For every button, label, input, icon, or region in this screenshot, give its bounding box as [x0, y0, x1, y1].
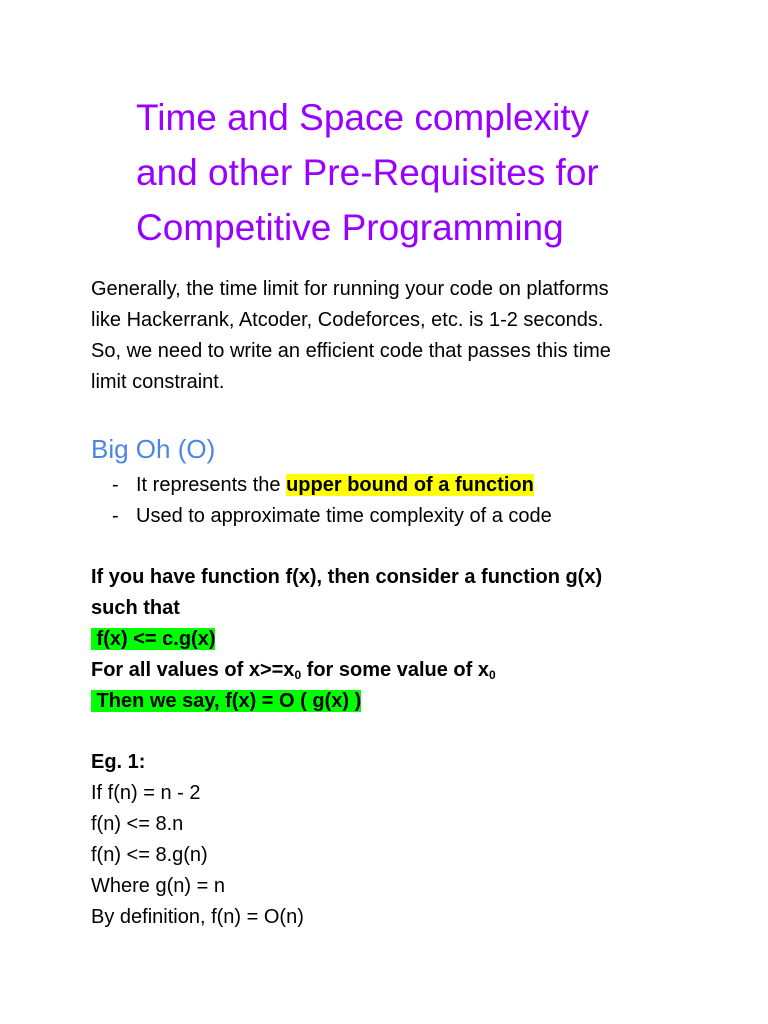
title-line-3: Competitive Programming — [136, 207, 564, 248]
example-heading: Eg. 1: — [91, 751, 146, 773]
list-item — [112, 501, 552, 532]
definition-line-2: such that — [91, 597, 180, 619]
title-line-1: Time and Space complexity — [136, 97, 590, 138]
example-line: If f(n) = n - 2 — [91, 782, 201, 804]
big-oh-bullet-list — [112, 470, 552, 532]
highlighted-inequality: f(x) <= c.g(x) — [91, 628, 216, 650]
intro-line-1: Generally, the time limit for running your code on platforms — [91, 278, 609, 300]
bullet-dash: - — [112, 505, 119, 527]
subscript-zero: 0 — [294, 668, 302, 682]
definition-line-1: If you have function f(x), then consider a function g(x) — [91, 566, 603, 588]
example-line: f(n) <= 8.n — [91, 813, 184, 835]
title-line-2: and other Pre-Requisites for — [136, 152, 599, 193]
example-line: Where g(n) = n — [91, 875, 225, 897]
section-heading-big-oh: Big Oh (O) — [91, 434, 216, 464]
definition-inequality-line — [91, 624, 602, 655]
example-line: By definition, f(n) = O(n) — [91, 906, 304, 928]
example-1 — [91, 747, 304, 933]
subscript-zero: 0 — [488, 668, 496, 682]
highlighted-conclusion: Then we say, f(x) = O ( g(x) ) — [91, 690, 362, 712]
intro-line-4: limit constraint. — [91, 371, 225, 393]
bullet-dash: - — [112, 474, 119, 496]
condition-mid: for some value of x — [301, 659, 489, 681]
document-title — [136, 90, 696, 255]
definition-conclusion-line — [91, 686, 602, 717]
list-item — [112, 470, 552, 501]
highlighted-upper-bound: upper bound of a function — [286, 474, 534, 496]
intro-line-2: like Hackerrank, Atcoder, Codeforces, etc. is 1-2 seconds. — [91, 309, 604, 331]
condition-prefix: For all values of x>=x — [91, 659, 295, 681]
bullet-text-prefix: It represents the — [136, 474, 287, 496]
example-line: f(n) <= 8.g(n) — [91, 844, 208, 866]
intro-line-3: So, we need to write an efficient code that passes this time — [91, 340, 611, 362]
intro-paragraph — [91, 274, 711, 398]
bullet-text: Used to approximate time complexity of a code — [136, 505, 552, 527]
definition-condition-line — [91, 655, 602, 686]
big-oh-definition — [91, 562, 602, 717]
